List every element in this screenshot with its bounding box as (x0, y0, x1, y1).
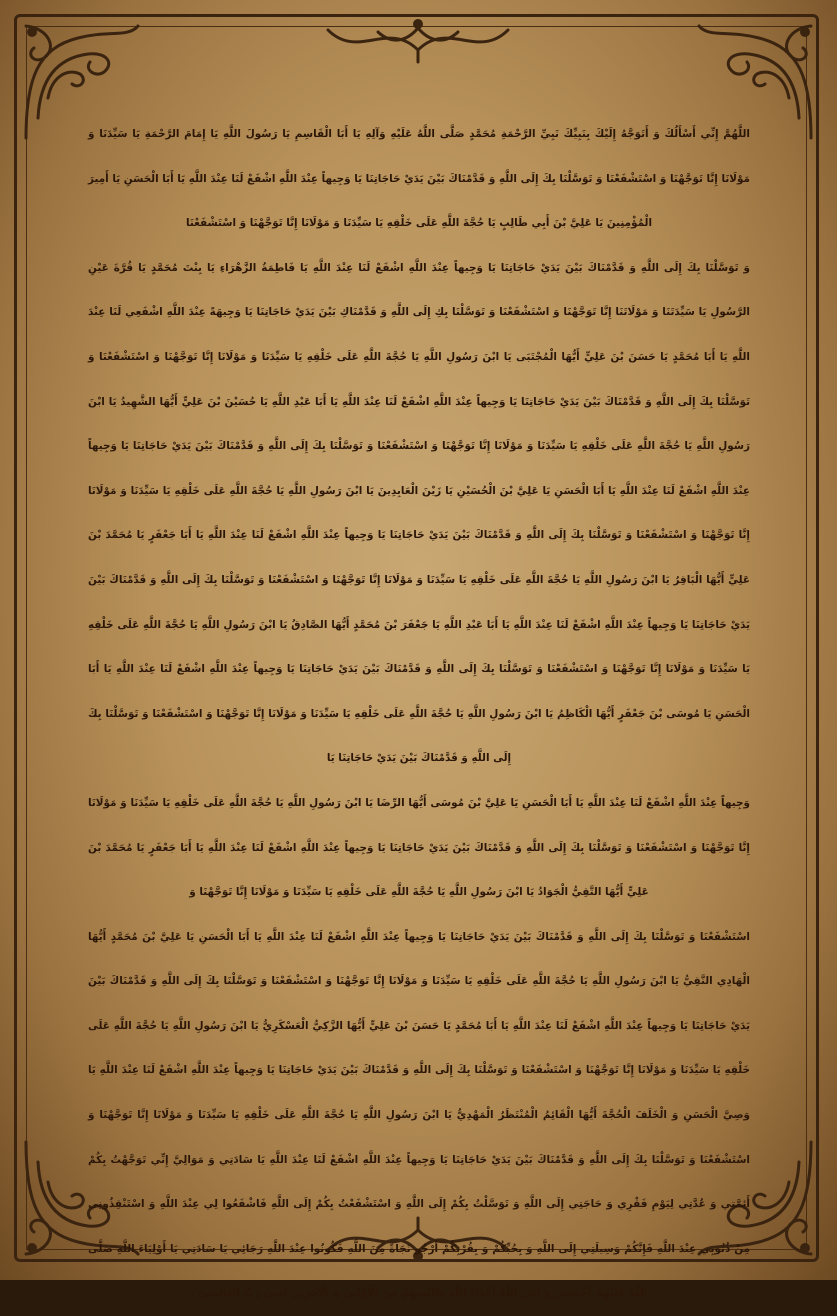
prayer-paragraph-2: وَ تَوَسَّلْنَا بِكَ إِلَى اللَّهِ وَ قَدَّمْنَاكَ بَيْنَ يَدَيْ حَاجَاتِنَا يَا وَجِيهاً عِنْدَ اللَّهِ اشْفَعْ لَنَا عِنْدَ اللَّهِ يَا فَاطِمَةُ الزَّهْرَاءِ يَا بِنْتَ مُحَمَّدٍ يَا قُرَّةَ عَيْنِ الرَّسُولِ يَا سَيِّدَتَنَا وَ مَوْلَاتَنَا إِنَّا تَوَجَّهْنَا وَ اسْتَشْفَعْنَا وَ تَوَسَّلْنَا بِكِ إِلَى اللَّهِ وَ قَدَّمْنَاكِ بَيْنَ يَدَيْ حَاجَاتِنَا يَا وَجِيهَةً عِنْدَ اللَّهِ اشْفَعِي لَنَا عِنْدَ اللَّهِ يَا أَبَا مُحَمَّدٍ يَا حَسَنَ بْنَ عَلِيٍّ أَيُّهَا الْمُجْتَبَى يَا ابْنَ رَسُولِ اللَّهِ يَا حُجَّةَ اللَّهِ عَلَى خَلْقِهِ يَا سَيِّدَنَا وَ مَوْلَانَا إِنَّا تَوَجَّهْنَا وَ اسْتَشْفَعْنَا وَ تَوَسَّلْنَا بِكَ إِلَى اللَّهِ وَ قَدَّمْنَاكَ بَيْنَ يَدَيْ حَاجَاتِنَا يَا وَجِيهاً عِنْدَ اللَّهِ اشْفَعْ لَنَا عِنْدَ اللَّهِ يَا أَبَا عَبْدِ اللَّهِ يَا حُسَيْنَ بْنَ عَلِيٍّ أَيُّهَا الشَّهِيدُ يَا ابْنَ رَسُولِ اللَّهِ يَا حُجَّةَ اللَّهِ عَلَى خَلْقِهِ يَا سَيِّدَنَا وَ مَوْلَانَا إِنَّا تَوَجَّهْنَا وَ اسْتَشْفَعْنَا وَ تَوَسَّلْنَا بِكَ إِلَى اللَّهِ وَ قَدَّمْنَاكَ بَيْنَ يَدَيْ حَاجَاتِنَا يَا وَجِيهاً عِنْدَ اللَّهِ اشْفَعْ لَنَا عِنْدَ اللَّهِ يَا أَبَا الْحَسَنِ يَا عَلِيَّ بْنَ الْحُسَيْنِ يَا زَيْنَ الْعَابِدِينَ يَا ابْنَ رَسُولِ اللَّهِ يَا حُجَّةَ اللَّهِ عَلَى خَلْقِهِ يَا سَيِّدَنَا وَ مَوْلَانَا إِنَّا تَوَجَّهْنَا وَ اسْتَشْفَعْنَا وَ تَوَسَّلْنَا بِكَ إِلَى اللَّهِ وَ قَدَّمْنَاكَ بَيْنَ يَدَيْ حَاجَاتِنَا يَا وَجِيهاً عِنْدَ اللَّهِ اشْفَعْ لَنَا عِنْدَ اللَّهِ يَا أَبَا جَعْفَرٍ يَا مُحَمَّدَ بْنَ عَلِيٍّ أَيُّهَا الْبَاقِرُ يَا ابْنَ رَسُولِ اللَّهِ يَا حُجَّةَ اللَّهِ عَلَى خَلْقِهِ يَا سَيِّدَنَا وَ مَوْلَانَا إِنَّا تَوَجَّهْنَا وَ اسْتَشْفَعْنَا وَ تَوَسَّلْنَا بِكَ إِلَى اللَّهِ وَ قَدَّمْنَاكَ بَيْنَ يَدَيْ حَاجَاتِنَا يَا وَجِيهاً عِنْدَ اللَّهِ اشْفَعْ لَنَا عِنْدَ اللَّهِ يَا أَبَا عَبْدِ اللَّهِ يَا جَعْفَرَ بْنَ مُحَمَّدٍ أَيُّهَا الصَّادِقُ يَا ابْنَ رَسُولِ اللَّهِ يَا حُجَّةَ اللَّهِ عَلَى خَلْقِهِ يَا سَيِّدَنَا وَ مَوْلَانَا إِنَّا تَوَجَّهْنَا وَ اسْتَشْفَعْنَا وَ تَوَسَّلْنَا بِكَ إِلَى اللَّهِ وَ قَدَّمْنَاكَ بَيْنَ يَدَيْ حَاجَاتِنَا يَا وَجِيهاً عِنْدَ اللَّهِ اشْفَعْ لَنَا عِنْدَ اللَّهِ يَا أَبَا الْحَسَنِ يَا مُوسَى بْنَ جَعْفَرٍ أَيُّهَا الْكَاظِمُ يَا ابْنَ رَسُولِ اللَّهِ يَا حُجَّةَ اللَّهِ عَلَى خَلْقِهِ يَا سَيِّدَنَا وَ مَوْلَانَا إِنَّا تَوَجَّهْنَا وَ اسْتَشْفَعْنَا وَ تَوَسَّلْنَا بِكَ إِلَى اللَّهِ وَ قَدَّمْنَاكَ بَيْنَ يَدَيْ حَاجَاتِنَا يَا (88, 261, 750, 765)
prayer-text-body (88, 112, 750, 1300)
prayer-paragraph-3: وَجِيهاً عِنْدَ اللَّهِ اشْفَعْ لَنَا عِنْدَ اللَّهِ يَا أَبَا الْحَسَنِ يَا عَلِيَّ بْنَ مُوسَى أَيُّهَا الرِّضَا يَا ابْنَ رَسُولِ اللَّهِ يَا حُجَّةَ اللَّهِ عَلَى خَلْقِهِ يَا سَيِّدَنَا وَ مَوْلَانَا إِنَّا تَوَجَّهْنَا وَ اسْتَشْفَعْنَا وَ تَوَسَّلْنَا بِكَ إِلَى اللَّهِ وَ قَدَّمْنَاكَ بَيْنَ يَدَيْ حَاجَاتِنَا يَا وَجِيهاً عِنْدَ اللَّهِ اشْفَعْ لَنَا عِنْدَ اللَّهِ يَا أَبَا جَعْفَرٍ يَا مُحَمَّدَ بْنَ عَلِيٍّ أَيُّهَا التَّقِيُّ الْجَوَادُ يَا ابْنَ رَسُولِ اللَّهِ يَا حُجَّةَ اللَّهِ عَلَى خَلْقِهِ يَا سَيِّدَنَا وَ مَوْلَانَا إِنَّا تَوَجَّهْنَا وَ (88, 796, 750, 899)
prayer-paragraph-4: اسْتَشْفَعْنَا وَ تَوَسَّلْنَا بِكَ إِلَى اللَّهِ وَ قَدَّمْنَاكَ بَيْنَ يَدَيْ حَاجَاتِنَا يَا وَجِيهاً عِنْدَ اللَّهِ اشْفَعْ لَنَا عِنْدَ اللَّهِ يَا أَبَا الْحَسَنِ يَا عَلِيَّ بْنَ مُحَمَّدٍ أَيُّهَا الْهَادِي النَّقِيُّ يَا ابْنَ رَسُولِ اللَّهِ يَا حُجَّةَ اللَّهِ عَلَى خَلْقِهِ يَا سَيِّدَنَا وَ مَوْلَانَا إِنَّا تَوَجَّهْنَا وَ اسْتَشْفَعْنَا وَ تَوَسَّلْنَا بِكَ إِلَى اللَّهِ وَ قَدَّمْنَاكَ بَيْنَ يَدَيْ حَاجَاتِنَا يَا وَجِيهاً عِنْدَ اللَّهِ اشْفَعْ لَنَا عِنْدَ اللَّهِ يَا أَبَا مُحَمَّدٍ يَا حَسَنَ بْنَ عَلِيٍّ أَيُّهَا الزَّكِيُّ الْعَسْكَرِيُّ يَا ابْنَ رَسُولِ اللَّهِ يَا حُجَّةَ اللَّهِ عَلَى خَلْقِهِ يَا سَيِّدَنَا وَ مَوْلَانَا إِنَّا تَوَجَّهْنَا وَ اسْتَشْفَعْنَا وَ تَوَسَّلْنَا بِكَ إِلَى اللَّهِ وَ قَدَّمْنَاكَ بَيْنَ يَدَيْ حَاجَاتِنَا يَا وَجِيهاً عِنْدَ اللَّهِ اشْفَعْ لَنَا عِنْدَ اللَّهِ يَا وَصِيَّ الْحَسَنِ وَ الْخَلَفَ الْحُجَّةَ أَيُّهَا الْقَائِمُ الْمُنْتَظَرُ الْمَهْدِيُّ يَا ابْنَ رَسُولِ اللَّهِ يَا حُجَّةَ اللَّهِ عَلَى خَلْقِهِ يَا سَيِّدَنَا وَ مَوْلَانَا إِنَّا تَوَجَّهْنَا وَ اسْتَشْفَعْنَا وَ تَوَسَّلْنَا بِكَ إِلَى اللَّهِ وَ قَدَّمْنَاكَ بَيْنَ يَدَيْ حَاجَاتِنَا يَا وَجِيهاً عِنْدَ اللَّهِ اشْفَعْ لَنَا عِنْدَ اللَّهِ يَا سَادَتِي وَ مَوَالِيَّ إِنِّي تَوَجَّهْتُ بِكُمْ أَئِمَّتِي وَ عُدَّتِي لِيَوْمِ فَقْرِي وَ حَاجَتِي إِلَى اللَّهِ وَ تَوَسَّلْتُ بِكُمْ إِلَى اللَّهِ وَ اسْتَشْفَعْتُ بِكُمْ إِلَى اللَّهِ فَاشْفَعُوا لِي عِنْدَ اللَّهِ وَ اسْتَنْقِذُونِي مِنْ ذُنُوبِي عِنْدَ اللَّهِ فَإِنَّكُمْ وَسِيلَتِي إِلَى اللَّهِ وَ بِحُبِّكُمْ وَ بِقُرْبِكُمْ أَرْجُو نَجَاةً مِنَ اللَّهِ فَكُونُوا عِنْدَ اللَّهِ رَجَائِي يَا سَادَتِي يَا أَوْلِيَاءَ اللَّهِ صَلَّى اللَّهُ عَلَيْهِمْ أَجْمَعِينَ وَ لَعَنَ اللَّهُ أَعْدَاءَ اللَّهِ ظَالِمِيهِمْ مِنَ الْأَوَّلِينَ وَ الْآخِرِينَ آمِينَ رَبَّ الْعَالَمِينَ . (88, 930, 750, 1300)
prayer-paragraph-1: اللَّهُمَّ إِنِّي أَسْأَلُكَ وَ أَتَوَجَّهُ إِلَيْكَ بِنَبِيِّكَ نَبِيِّ الرَّحْمَةِ مُحَمَّدٍ صَلَّى اللَّهُ عَلَيْهِ وَآلِهِ يَا أَبَا الْقَاسِمِ يَا رَسُولَ اللَّهِ يَا إِمَامَ الرَّحْمَةِ يَا سَيِّدَنَا وَ مَوْلَانَا إِنَّا تَوَجَّهْنَا وَ اسْتَشْفَعْنَا وَ تَوَسَّلْنَا بِكَ إِلَى اللَّهِ وَ قَدَّمْنَاكَ بَيْنَ يَدَيْ حَاجَاتِنَا يَا وَجِيهاً عِنْدَ اللَّهِ اشْفَعْ لَنَا عِنْدَ اللَّهِ يَا أَبَا الْحَسَنِ يَا أَمِيرَ الْمُؤْمِنِينَ يَا عَلِيَّ بْنَ أَبِي طَالِبٍ يَا حُجَّةَ اللَّهِ عَلَى خَلْقِهِ يَا سَيِّدَنَا وَ مَوْلَانَا إِنَّا تَوَجَّهْنَا وَ اسْتَشْفَعْنَا (88, 128, 750, 230)
top-center-flourish-icon (318, 10, 518, 70)
